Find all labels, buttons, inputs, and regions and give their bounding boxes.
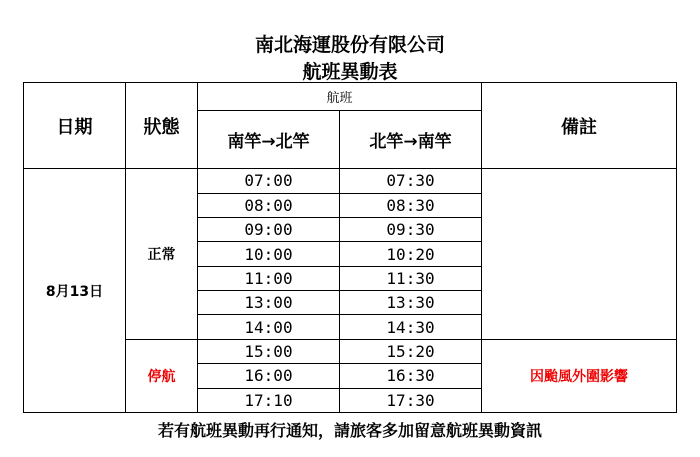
- departure-out-time: 07:00: [198, 169, 340, 193]
- header-remarks: 備註: [482, 83, 677, 169]
- departure-out-time: 11:00: [198, 266, 340, 290]
- schedule-table: [23, 82, 677, 413]
- departure-out-time: 14:00: [198, 315, 340, 339]
- departure-out-time: 08:00: [198, 193, 340, 217]
- table-row: [24, 169, 677, 193]
- departure-back-time: 07:30: [340, 169, 482, 193]
- header-route-nangan-beigan: 南竿→北竿: [198, 111, 340, 169]
- status-suspended: 停航: [126, 339, 198, 412]
- departure-back-time: 14:30: [340, 315, 482, 339]
- departure-out-time: 10:00: [198, 242, 340, 266]
- date-cell: 8月13日: [24, 169, 126, 413]
- footer-note: 若有航班異動再行通知，請旅客多加留意航班異動資訊: [157, 421, 542, 440]
- departure-back-time: 13:30: [340, 291, 482, 315]
- header-date: 日期: [24, 83, 126, 169]
- document-title: 航班異動表: [302, 61, 398, 83]
- departure-back-time: 10:20: [340, 242, 482, 266]
- departure-out-time: 16:00: [198, 364, 340, 388]
- remark-normal: [482, 169, 677, 340]
- remark-suspended: 因颱風外圍影響: [482, 339, 677, 412]
- header-sailings: 航班: [198, 83, 482, 111]
- departure-back-time: 16:30: [340, 364, 482, 388]
- departure-out-time: 13:00: [198, 291, 340, 315]
- departure-out-time: 15:00: [198, 339, 340, 363]
- departure-back-time: 15:20: [340, 339, 482, 363]
- departure-out-time: 17:10: [198, 388, 340, 412]
- status-normal: 正常: [126, 169, 198, 340]
- departure-back-time: 11:30: [340, 266, 482, 290]
- company-name: 南北海運股份有限公司: [254, 34, 445, 56]
- departure-back-time: 08:30: [340, 193, 482, 217]
- departure-back-time: 09:30: [340, 218, 482, 242]
- departure-out-time: 09:00: [198, 218, 340, 242]
- departure-back-time: 17:30: [340, 388, 482, 412]
- header-status: 狀態: [126, 83, 198, 169]
- header-route-beigan-nangan: 北竿→南竿: [340, 111, 482, 169]
